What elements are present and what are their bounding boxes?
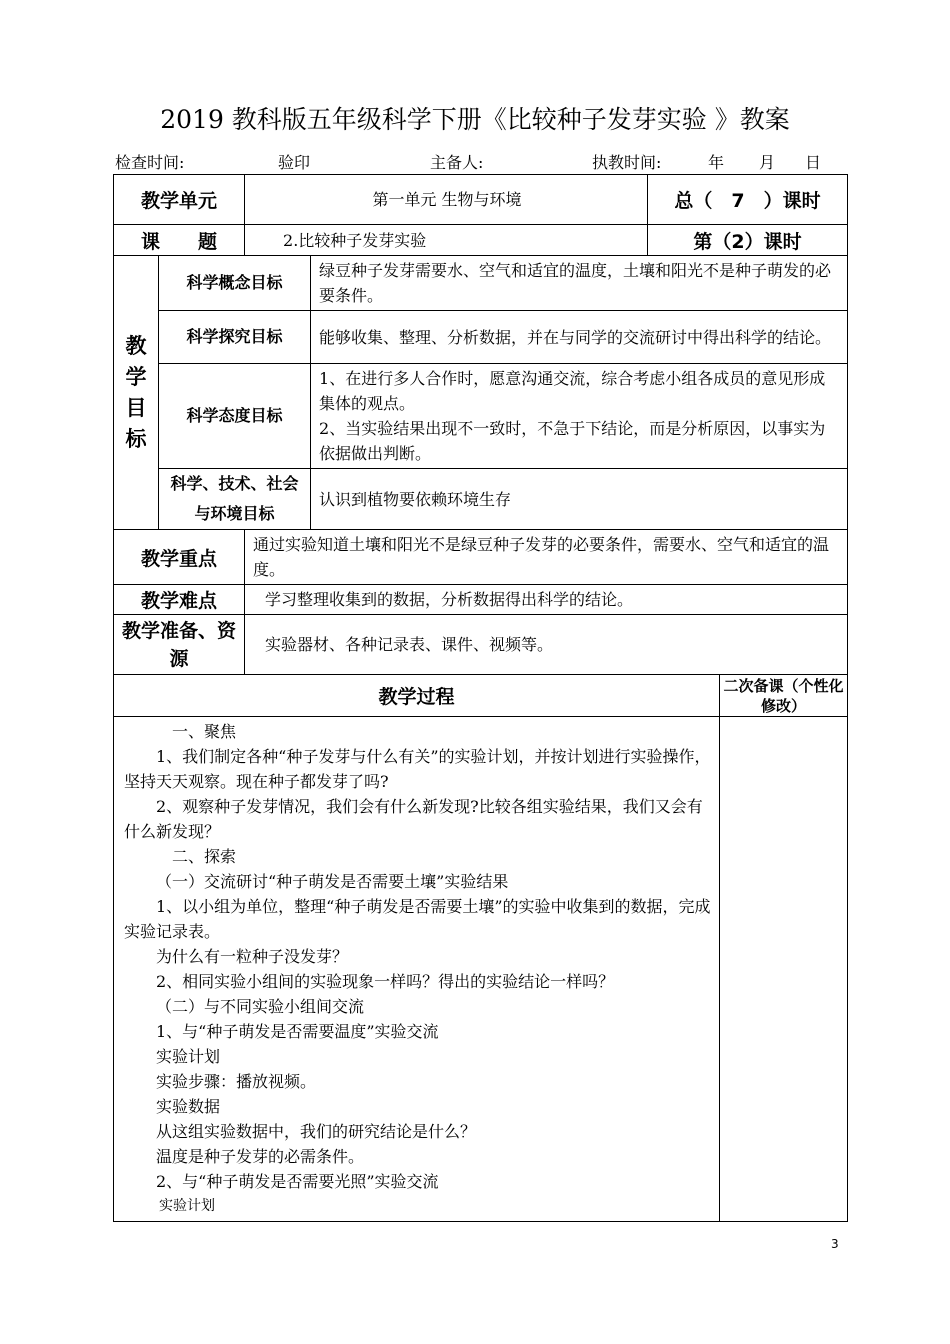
stse-goal-label: 科学、技术、社会与环境目标 — [159, 469, 311, 530]
process-line: 从这组实验数据中，我们的研究结论是什么？ — [156, 1122, 477, 1141]
prep-label: 教学准备、资源 — [114, 615, 245, 675]
stse-goal-text: 认识到植物要依赖环境生存 — [311, 469, 848, 530]
process-line: 实验步骤：播放视频。 — [156, 1072, 317, 1091]
process-line: 为什么有一粒种子没发芽？ — [156, 947, 349, 966]
process-label: 教学过程 — [114, 675, 720, 717]
lesson-plan-table — [113, 174, 848, 1222]
process-line: 2、相同实验小组间的实验现象一样吗？得出的实验结论一样吗？ — [156, 972, 615, 991]
month-label: 月 — [759, 153, 776, 172]
process-line: 一、聚焦 — [172, 722, 237, 741]
process-line: 实验数据 — [156, 1097, 221, 1116]
key-point-label: 教学重点 — [114, 530, 245, 585]
stamp-label: 验印 — [278, 153, 311, 172]
concept-goal-text: 绿豆种子发芽需要水、空气和适宜的温度，土壤和阳光不是种子萌发的必要条件。 — [311, 256, 848, 311]
inquiry-goal-label: 科学探究目标 — [159, 311, 311, 364]
process-line: （一）交流研讨“种子萌发是否需要土壤”实验结果 — [156, 872, 509, 891]
document-title: 2019 教科版五年级科学下册《比较种子发芽实验 》教案 — [160, 105, 790, 134]
attitude-goal-text — [311, 364, 848, 469]
lesson-number: 第（2）课时 — [648, 225, 848, 256]
check-time-label: 检查时间: — [115, 153, 185, 172]
day-label: 日 — [805, 153, 822, 172]
difficulty-text: 学习整理收集到的数据，分析数据得出科学的结论。 — [245, 585, 848, 615]
difficulty-label: 教学难点 — [114, 585, 245, 615]
process-line: 2、观察种子发芽情况，我们会有什么新发现?比较各组实验结果，我们又会有什么新发现？ — [124, 797, 703, 841]
process-line: 实验计划 — [159, 1198, 215, 1214]
process-line: 温度是种子发芽的必需条件。 — [156, 1147, 365, 1166]
concept-goal-label: 科学概念目标 — [159, 256, 311, 311]
topic-value: 2.比较种子发芽实验 — [245, 225, 648, 256]
attitude-goal-item-2: 2、当实验结果出现不一致时，不急于下结论，而是分析原因，以事实为依据做出判断。 — [319, 419, 826, 463]
key-point-text: 通过实验知道土壤和阳光不是绿豆种子发芽的必要条件，需要水、空气和适宜的温度。 — [245, 530, 848, 585]
process-line: 二、探索 — [172, 847, 237, 866]
attitude-goal-item-1: 1、在进行多人合作时，愿意沟通交流，综合考虑小组各成员的意见形成集体的观点。 — [319, 369, 826, 413]
goals-label: 教 学 目 标 — [114, 256, 159, 530]
process-line: 1、以小组为单位，整理“种子萌发是否需要土壤”的实验中收集到的数据，完成实验记录表。 — [124, 897, 711, 941]
process-content — [114, 717, 720, 1222]
inquiry-goal-text: 能够收集、整理、分析数据，并在与同学的交流研讨中得出科学的结论。 — [311, 311, 848, 364]
side-notes-label: 二次备课（个性化修改） — [720, 675, 848, 717]
attitude-goal-label: 科学态度目标 — [159, 364, 311, 469]
preparer-label: 主备人: — [430, 153, 484, 172]
side-notes-cell — [720, 717, 848, 1222]
unit-label: 教学单元 — [114, 175, 245, 225]
process-line: 1、我们制定各种“种子发芽与什么有关”的实验计划，并按计划进行实验操作，坚持天天观察。现在种子都发芽了吗? — [124, 747, 711, 791]
prep-text: 实验器材、各种记录表、课件、视频等。 — [245, 615, 848, 675]
unit-value: 第一单元 生物与环境 — [245, 175, 648, 225]
process-line: 1、与“种子萌发是否需要温度”实验交流 — [156, 1022, 439, 1041]
process-line: 2、与“种子萌发是否需要光照”实验交流 — [156, 1172, 439, 1191]
process-line: （二）与不同实验小组间交流 — [156, 997, 365, 1016]
teach-time-label: 执教时间: — [592, 153, 662, 172]
total-lessons: 总（ 7 ）课时 — [648, 175, 848, 225]
process-line: 实验计划 — [156, 1047, 221, 1066]
topic-label: 课 题 — [114, 225, 245, 256]
page-number: 3 — [831, 1237, 839, 1251]
year-label: 年 — [708, 153, 725, 172]
